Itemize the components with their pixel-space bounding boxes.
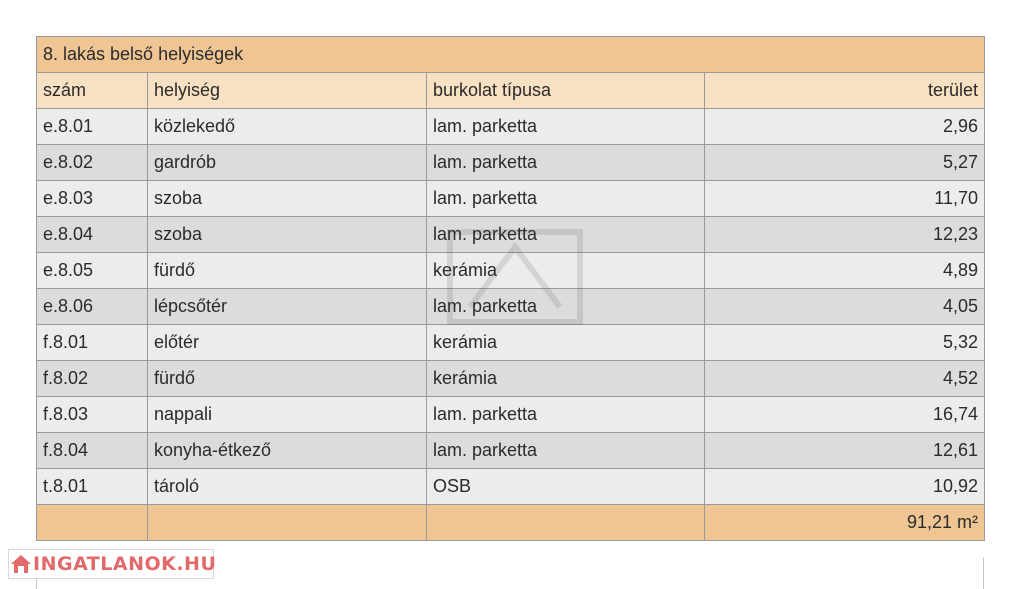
cell-burkolat: lam. parketta (427, 181, 705, 217)
cell-szam: f.8.01 (37, 325, 148, 361)
total-area: 91,21 m² (705, 505, 985, 541)
cell-burkolat: lam. parketta (427, 109, 705, 145)
cell-burkolat: kerámia (427, 325, 705, 361)
cell-helyiseg: előtér (148, 325, 427, 361)
cell-helyiseg: fürdő (148, 253, 427, 289)
column-header-terulet: terület (705, 73, 985, 109)
cell-helyiseg: nappali (148, 397, 427, 433)
cell-terulet: 12,23 (705, 217, 985, 253)
cell-helyiseg: közlekedő (148, 109, 427, 145)
table-header-row (37, 73, 985, 109)
cell-szam: e.8.06 (37, 289, 148, 325)
house-icon (9, 549, 33, 579)
table-total-row (37, 505, 985, 541)
cell-szam: e.8.02 (37, 145, 148, 181)
cell-helyiseg: szoba (148, 181, 427, 217)
cell-terulet: 4,52 (705, 361, 985, 397)
cell-burkolat: lam. parketta (427, 433, 705, 469)
cell-szam: e.8.05 (37, 253, 148, 289)
column-header-helyiseg: helyiség (148, 73, 427, 109)
cell-helyiseg: fürdő (148, 361, 427, 397)
cell-helyiseg: konyha-étkező (148, 433, 427, 469)
column-header-burkolat: burkolat típusa (427, 73, 705, 109)
table-row (37, 109, 985, 145)
ingatlanok-watermark (8, 549, 217, 579)
cell-terulet: 16,74 (705, 397, 985, 433)
cell-terulet: 5,27 (705, 145, 985, 181)
cell-helyiseg: tároló (148, 469, 427, 505)
cell-szam: f.8.02 (37, 361, 148, 397)
cell-terulet: 12,61 (705, 433, 985, 469)
table-title-row (37, 37, 985, 73)
total-empty-cell (427, 505, 705, 541)
cell-terulet: 5,32 (705, 325, 985, 361)
cell-terulet: 4,89 (705, 253, 985, 289)
cell-szam: t.8.01 (37, 469, 148, 505)
cell-burkolat: lam. parketta (427, 289, 705, 325)
cell-szam: f.8.03 (37, 397, 148, 433)
cell-burkolat: OSB (427, 469, 705, 505)
table-row (37, 433, 985, 469)
column-header-szam: szám (37, 73, 148, 109)
faint-watermark-logo (440, 222, 590, 332)
cell-szam: e.8.04 (37, 217, 148, 253)
cell-terulet: 4,05 (705, 289, 985, 325)
total-empty-cell (148, 505, 427, 541)
table-row (37, 181, 985, 217)
watermark-text: INGATLANOK.HU (33, 553, 217, 575)
cell-helyiseg: lépcsőtér (148, 289, 427, 325)
table-title: 8. lakás belső helyiségek (37, 37, 985, 73)
table-row (37, 145, 985, 181)
cell-helyiseg: gardrób (148, 145, 427, 181)
cell-terulet: 10,92 (705, 469, 985, 505)
cell-szam: e.8.03 (37, 181, 148, 217)
cell-burkolat: lam. parketta (427, 217, 705, 253)
cell-szam: f.8.04 (37, 433, 148, 469)
cell-szam: e.8.01 (37, 109, 148, 145)
cell-burkolat: kerámia (427, 253, 705, 289)
cell-terulet: 2,96 (705, 109, 985, 145)
cell-terulet: 11,70 (705, 181, 985, 217)
cell-burkolat: lam. parketta (427, 145, 705, 181)
table-row (37, 469, 985, 505)
table-row (37, 361, 985, 397)
cell-burkolat: kerámia (427, 361, 705, 397)
total-empty-cell (37, 505, 148, 541)
cell-burkolat: lam. parketta (427, 397, 705, 433)
table-row (37, 397, 985, 433)
cell-helyiseg: szoba (148, 217, 427, 253)
